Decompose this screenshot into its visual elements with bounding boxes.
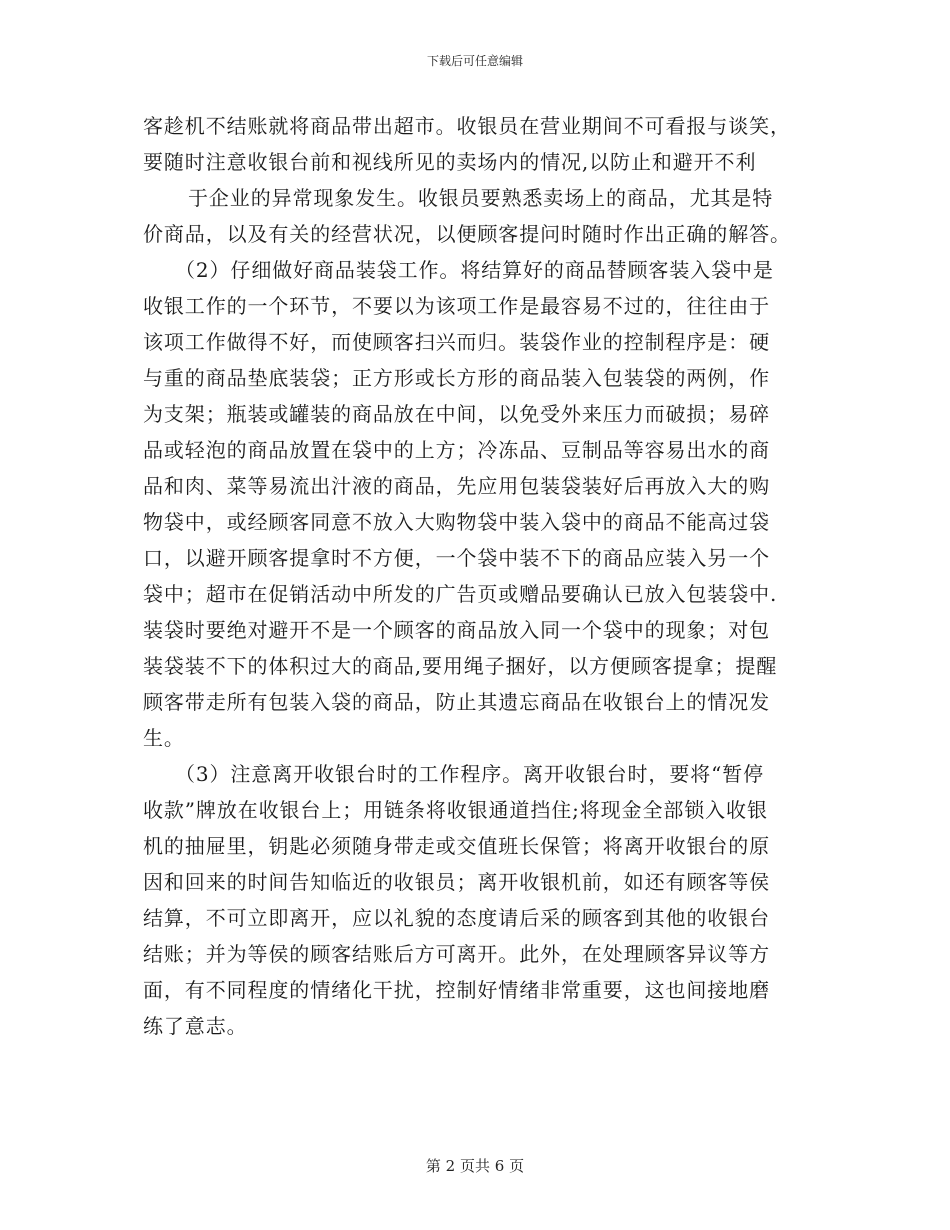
body-line: 面，有不同程度的情绪化干扰，控制好情绪非常重要，这也间接地磨 (143, 978, 770, 1002)
body-line: 要随时注意收银台前和视线所见的卖场内的情况,以防止和避开不利 (143, 150, 757, 174)
body-line: 品或轻泡的商品放置在袋中的上方；冷冻品、豆制品等容易出水的商 (143, 438, 770, 462)
body-line: 于企业的异常现象发生。收银员要熟悉卖场上的商品，尤其是特 (188, 186, 774, 210)
body-line: 收款”牌放在收银台上；用链条将收银通道挡住;将现金全部锁入收银 (143, 798, 768, 822)
body-line: 机的抽屉里，钥匙必须随身带走或交值班长保管；将离开收银台的原 (143, 834, 770, 858)
body-line: 因和回来的时间告知临近的收银员；离开收银机前，如还有顾客等侯 (143, 870, 770, 894)
body-line: 袋中；超市在促销活动中所发的广告页或赠品要确认已放入包装袋中. (143, 582, 778, 606)
body-line: 该项工作做得不好，而使顾客扫兴而归。装袋作业的控制程序是：硬 (143, 330, 770, 354)
page-number-footer: 第 2 页共 6 页 (425, 1157, 525, 1175)
body-line: 装袋时要绝对避开不是一个顾客的商品放入同一个袋中的现象；对包 (143, 618, 770, 642)
body-line: 客趁机不结账就将商品带出超市。收银员在营业期间不可看报与谈笑， (143, 114, 791, 138)
body-line: 生。 (143, 726, 185, 750)
body-line: 物袋中，或经顾客同意不放入大购物袋中装入袋中的商品不能高过袋 (143, 510, 770, 534)
body-line: 为支架；瓶装或罐装的商品放在中间，以免受外来压力而破损；易碎 (143, 402, 770, 426)
body-line: 品和肉、菜等易流出汁液的商品，先应用包装袋装好后再放入大的购 (143, 474, 770, 498)
body-line: 与重的商品垫底装袋；正方形或长方形的商品装入包装袋的两例，作 (143, 366, 770, 390)
body-line: 口，以避开顾客提拿时不方便，一个袋中装不下的商品应装入另一个 (143, 546, 770, 570)
body-line: 练了意志。 (143, 1014, 248, 1038)
body-line: 结算，不可立即离开，应以礼貌的态度请后采的顾客到其他的收银台 (143, 906, 770, 930)
body-line: 顾客带走所有包装入袋的商品，防止其遗忘商品在收银台上的情况发 (143, 690, 770, 714)
body-line: 价商品，以及有关的经营状况，以便顾客提问时随时作出正确的解答。 (143, 222, 791, 246)
body-line: 结账；并为等侯的顾客结账后方可离开。此外，在处理顾客异议等方 (143, 942, 770, 966)
body-line: 收银工作的一个环节，不要以为该项工作是最容易不过的，往往由于 (143, 294, 770, 318)
document-body (143, 108, 810, 1044)
body-line: （3）注意离开收银台时的工作程序。离开收银台时，要将“暂停 (175, 762, 765, 786)
page-header: 下载后可任意编辑 (426, 54, 523, 68)
body-line: （2）仔细做好商品装袋工作。将结算好的商品替顾客装入袋中是 (175, 258, 774, 282)
body-line: 装袋装不下的体积过大的商品,要用绳子捆好，以方便顾客提拿；提醒 (143, 654, 778, 678)
